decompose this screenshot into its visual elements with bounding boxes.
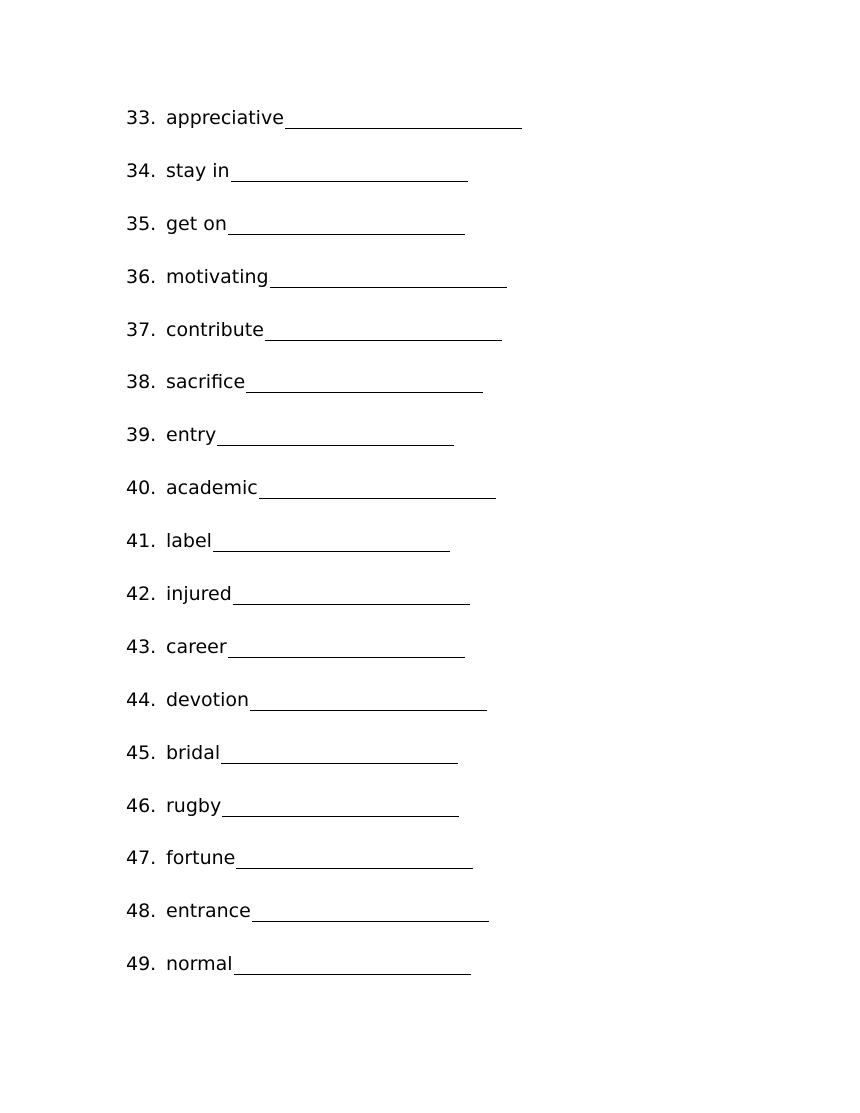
list-item (126, 527, 522, 580)
list-item (126, 368, 522, 421)
item-term: entry (166, 424, 217, 447)
answer-blank[interactable] (246, 368, 483, 393)
item-number: 41. (126, 530, 157, 553)
answer-blank[interactable] (236, 844, 473, 869)
item-number: 38. (126, 371, 157, 394)
answer-blank[interactable] (228, 210, 465, 235)
item-number: 35. (126, 212, 157, 235)
item-term: get on (166, 212, 227, 235)
item-term: motivating (166, 265, 269, 288)
list-item (126, 686, 522, 739)
item-term: fortune (166, 847, 236, 870)
list-item (126, 580, 522, 633)
answer-blank[interactable] (221, 739, 458, 764)
list-item (126, 897, 522, 950)
list-item (126, 474, 522, 527)
item-number: 46. (126, 794, 157, 817)
item-number: 44. (126, 688, 157, 711)
list-item (126, 104, 522, 157)
answer-blank[interactable] (234, 950, 471, 975)
item-number: 36. (126, 265, 157, 288)
answer-blank[interactable] (270, 263, 507, 288)
list-item (126, 210, 522, 263)
answer-blank[interactable] (217, 421, 454, 446)
item-term: appreciative (166, 107, 284, 129)
answer-blank[interactable] (213, 527, 450, 552)
item-term: bridal (166, 741, 221, 764)
list-item (126, 263, 522, 316)
item-number: 39. (126, 424, 157, 447)
item-term: normal (166, 953, 233, 976)
list-item (126, 633, 522, 686)
list-item (126, 844, 522, 897)
item-term: entrance (166, 900, 251, 923)
item-number: 49. (126, 953, 157, 976)
vocabulary-list (126, 104, 522, 1003)
item-term: academic (166, 477, 258, 500)
item-number: 40. (126, 477, 157, 500)
item-number: 42. (126, 583, 157, 606)
list-item (126, 157, 522, 210)
list-item (126, 792, 522, 845)
item-number: 48. (126, 900, 157, 923)
item-term: stay in (166, 159, 230, 182)
item-term: injured (166, 583, 232, 606)
answer-blank[interactable] (285, 104, 522, 129)
answer-blank[interactable] (233, 580, 470, 605)
answer-blank[interactable] (250, 686, 487, 711)
item-term: career (166, 635, 227, 658)
item-number: 37. (126, 318, 157, 341)
item-term: devotion (166, 688, 250, 711)
item-number: 47. (126, 847, 157, 870)
item-number: 33. (126, 107, 157, 129)
item-number: 45. (126, 741, 157, 764)
answer-blank[interactable] (228, 633, 465, 658)
list-item (126, 316, 522, 369)
item-term: contribute (166, 318, 264, 341)
answer-blank[interactable] (252, 897, 489, 922)
answer-blank[interactable] (231, 157, 468, 182)
list-item (126, 950, 522, 1003)
item-term: sacrifice (166, 371, 246, 394)
answer-blank[interactable] (222, 792, 459, 817)
list-item (126, 421, 522, 474)
item-term: rugby (166, 794, 222, 817)
item-number: 43. (126, 635, 157, 658)
answer-blank[interactable] (259, 474, 496, 499)
item-term: label (166, 530, 212, 553)
item-number: 34. (126, 159, 157, 182)
list-item (126, 739, 522, 792)
answer-blank[interactable] (265, 316, 502, 341)
